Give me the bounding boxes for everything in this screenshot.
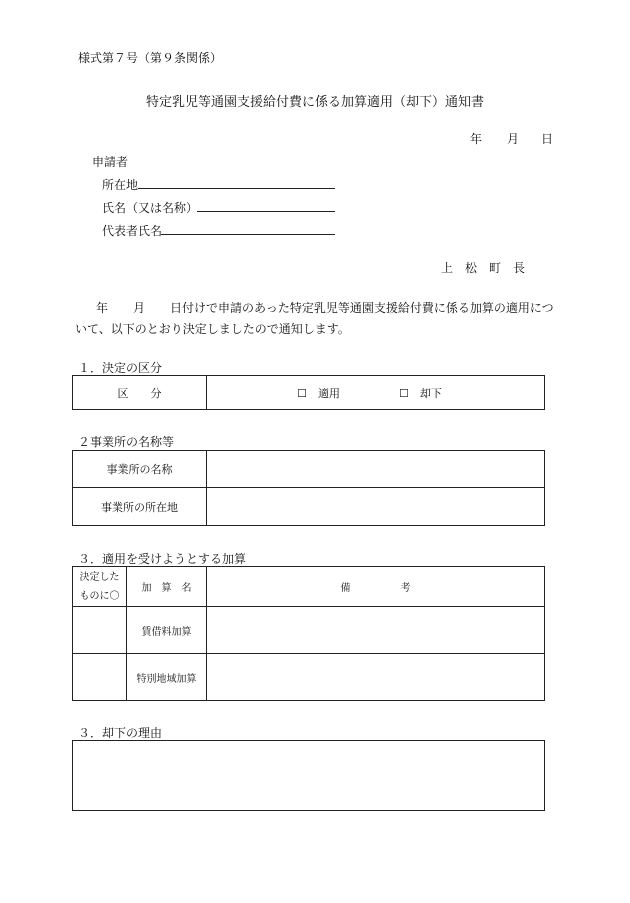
name-line xyxy=(197,211,335,212)
addition-name-header: 加 算 名 xyxy=(127,567,207,607)
reject-checkbox[interactable]: ☐ 却下 xyxy=(399,386,442,400)
addition-special-area: 特別地域加算 xyxy=(127,654,207,701)
office-address-value[interactable] xyxy=(207,488,545,526)
body-line-2: いて、以下のとおり決定しましたので通知します。 xyxy=(75,322,350,336)
remarks-cell-rent[interactable] xyxy=(207,607,545,654)
section1-heading: １．決定の区分 xyxy=(78,361,163,375)
addition-table xyxy=(72,566,545,701)
decided-column-header xyxy=(73,567,127,607)
body-line-1: 日付けで申請のあった特定乳児等通園支援給付費に係る加算の適用につ xyxy=(170,301,554,315)
date-month: 月 xyxy=(507,132,520,146)
office-table xyxy=(72,450,545,526)
decided-cell-special-area[interactable] xyxy=(73,654,127,701)
decision-options xyxy=(207,376,545,410)
section4-heading: ３．却下の理由 xyxy=(78,726,163,740)
date-day: 日 xyxy=(541,132,554,146)
address-label: 所在地 xyxy=(102,178,139,192)
document-title: 特定乳児等通園支援給付費に係る加算適用（却下）通知書 xyxy=(145,95,485,110)
remarks-cell-special-area[interactable] xyxy=(207,654,545,701)
remarks-header: 備 考 xyxy=(207,567,545,607)
decision-table xyxy=(72,375,545,410)
representative-line xyxy=(161,234,335,235)
addition-rent: 賃借料加算 xyxy=(127,607,207,654)
date-year: 年 xyxy=(470,132,483,146)
decided-cell-rent[interactable] xyxy=(73,607,127,654)
section2-heading: ２事業所の名称等 xyxy=(78,435,175,449)
office-address-label: 事業所の所在地 xyxy=(73,488,207,526)
section3-heading: ３．適用を受けようとする加算 xyxy=(78,552,247,566)
decision-label: 区 分 xyxy=(73,376,207,410)
applicant-heading: 申請者 xyxy=(92,155,129,169)
decided-header-line-2: ものに〇 xyxy=(79,590,120,602)
office-name-label: 事業所の名称 xyxy=(73,451,207,488)
decided-header-line-1: 決定した xyxy=(79,571,120,583)
form-number: 様式第７号（第９条関係） xyxy=(78,51,223,65)
representative-label: 代表者氏名 xyxy=(102,224,163,238)
name-label: 氏名（又は名称） xyxy=(102,201,199,215)
body-month: 月 xyxy=(133,301,146,315)
body-year: 年 xyxy=(96,301,109,315)
address-line xyxy=(138,188,335,189)
apply-checkbox[interactable]: ☐ 適用 xyxy=(297,386,340,400)
issuer: 上 松 町 長 xyxy=(441,261,526,275)
rejection-reason-box[interactable] xyxy=(72,740,545,811)
office-name-value[interactable] xyxy=(207,451,545,488)
